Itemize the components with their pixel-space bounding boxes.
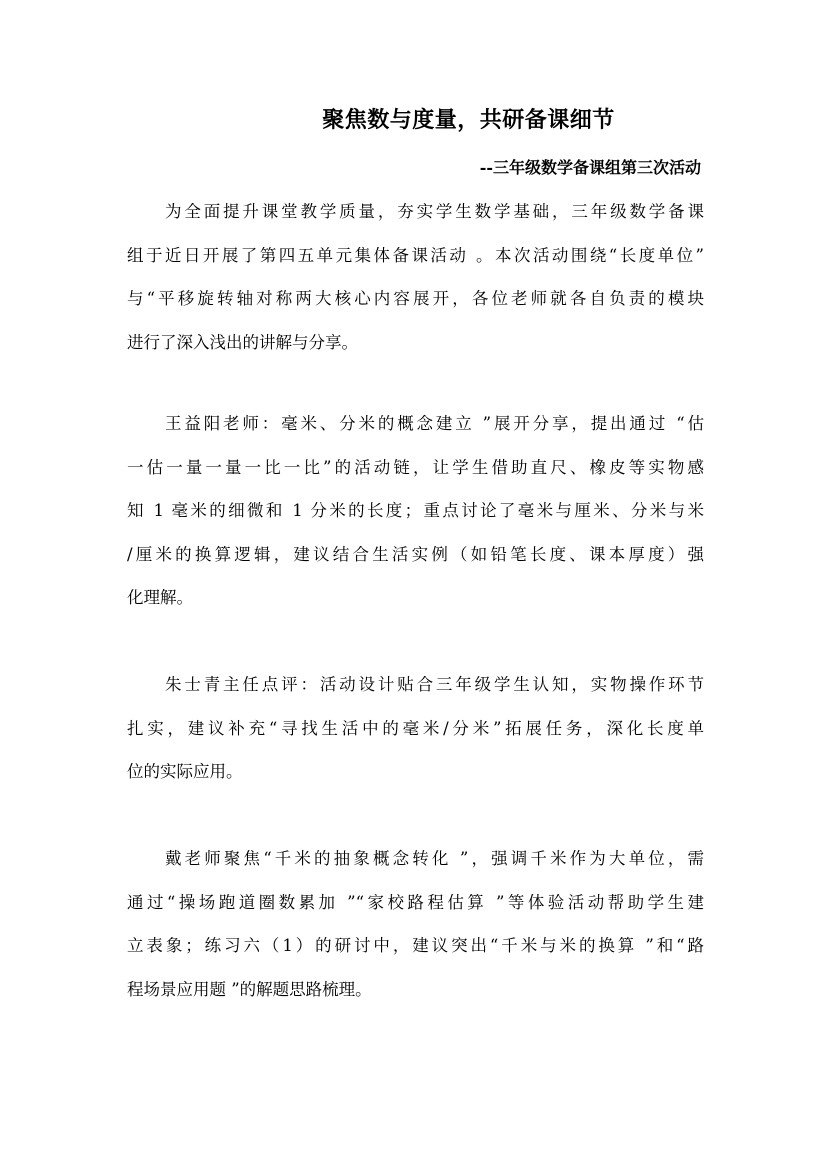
paragraph-line: 化理解。	[127, 588, 193, 607]
paragraph-line: 知 1 毫米的细微和 1 分米的长度；重点讨论了毫米与厘米、分米与米	[127, 501, 704, 520]
paragraph-line: 与“平移旋转轴对称两大核心内容展开，各位老师就各自负责的模块	[127, 289, 704, 308]
paragraph-line: 进行了深入浅出的讲解与分享。	[127, 332, 358, 352]
paragraph-line: 王益阳老师：毫米、分米的概念建立 ”展开分享，提出通过 “估	[165, 414, 704, 433]
paragraph-line: 扎实，建议补充“寻找生活中的毫米/分米”拓展任务，深化长度单	[127, 718, 704, 738]
paragraph-line: 组于近日开展了第四五单元集体备课活动 。本次活动围绕“长度单位”	[127, 245, 704, 265]
paragraph-line: 立表象；练习六（1）的研讨中，建议突出“千米与米的换算 ”和“路	[127, 936, 704, 955]
paragraph-line: 为全面提升课堂教学质量，夯实学生数学基础，三年级数学备课	[165, 202, 704, 221]
paragraph-line: /厘米的换算逻辑，建议结合生活实例（如铅笔长度、课本厚度）强	[127, 544, 704, 564]
paragraph-wang	[127, 402, 704, 620]
paragraph-dai	[127, 837, 704, 1011]
paragraph-intro	[127, 190, 704, 364]
paragraph-line: 戴老师聚焦“千米的抽象概念转化 ”，强调千米作为大单位，需	[165, 849, 704, 868]
paragraph-zhu	[127, 663, 704, 794]
paragraph-line: 程场景应用题 ”的解题思路梳理。	[127, 979, 372, 999]
paragraph-line: 通过“操场跑道圈数累加 ”“家校路程估算 ”等体验活动帮助学生建	[127, 892, 704, 912]
document-title: 聚焦数与度量，共研备课细节	[322, 107, 615, 133]
paragraph-line: 位的实际应用。	[127, 762, 243, 781]
paragraph-line: 朱士青主任点评：活动设计贴合三年级学生认知，实物操作环节	[165, 675, 704, 694]
document-subtitle: --三年级数学备课组第三次活动	[479, 158, 701, 177]
paragraph-line: 一估一量一量一比一比”的活动链，让学生借助直尺、橡皮等实物感	[127, 457, 704, 477]
